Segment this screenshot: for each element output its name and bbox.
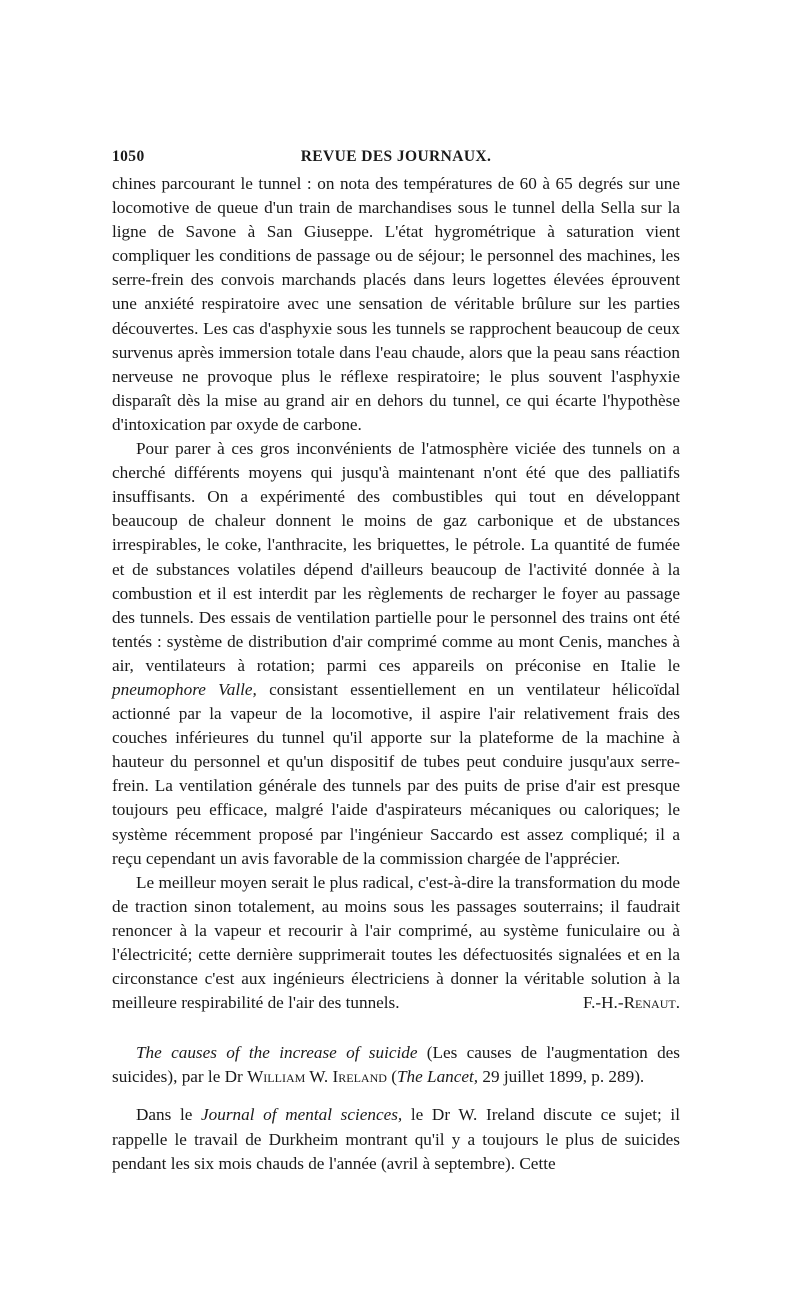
paragraph-spacer — [112, 1089, 680, 1103]
article1-paragraph-3-text: Le meilleur moyen serait le plus radical, c'est-à-dire la transformation du mode de traction sinon totalement, au moins sous les passages souterrains; il faudrait renoncer à la vapeur et recourir à l'air comprimé, au système funiculaire ou à l'électricité; cette dernière supprimerait toutes les défectuosités signalées et en la circonstance c'est aux ingénieurs électriciens à donner la véritable solution à la meilleure respirabilité de l'air des tunnels. — [112, 872, 680, 1013]
page-header — [112, 142, 680, 172]
article2-body-text-b: le Dr W. Ireland discute ce sujet; il rappelle le travail de Durkheim montrant qu'il y a toujours le plus de suicides pendant les six mois chauds de l'année (avril à septembre). Cette — [112, 1105, 680, 1173]
article2-title-rest: (Les causes de l'augmentation des suicides), par le — [112, 1043, 680, 1087]
journal-name: Journal of mental sciences, — [201, 1105, 403, 1125]
pneumophore-term: pneumophore Valle, — [112, 679, 257, 699]
article1-paragraph-2-text-b: consistant essentiellement en un ventilateur hélicoïdal actionné par la vapeur de la locomotive, il aspire l'air relativement frais des couches inférieures du tunnel qu'il apporte sur la plateforme de la machine à hauteur du personnel et qu'un dispositif de tubes peut conduire jusqu'aux serre-frein. La ventilation générale des tunnels par des puits de prise d'air est presque toujours peu efficace, malgré l'aide d'aspirateurs mécaniques ou caloriques; le système récemment proposé par l'ingénieur Saccardo est assez compliqué; il a reçu cependant un avis favorable de la commission chargée de l'apprécier. — [112, 679, 680, 868]
article1-paragraph-3 — [112, 871, 680, 1016]
article1-paragraph-2 — [112, 437, 680, 871]
article2-source-rest: 29 juillet 1899, p. 289). — [482, 1067, 645, 1087]
journal-page — [112, 142, 680, 1176]
article2-heading: The causes of the increase of suicide (Les causes de l'augmentation des suicides), par le Dr William W. Ireland (The Lancet, 29 juillet 1899, p. 289). — [112, 1043, 680, 1087]
article1-paragraph-2-text-a: Pour parer à ces gros inconvénients de l'atmosphère viciée des tunnels on a cherché différents moyens qui jusqu'à maintenant n'ont été que des palliatifs insuffisants. On a expérimenté des combustibles qui tout en développant beaucoup de chaleur donnent le moins de gaz carbonique et de ubstances irrespirables, le coke, l'anthracite, les briquettes, le pétrole. La quantité de fumée et de substances volatiles dépend d'ailleurs beaucoup de l'activité donnée à la combustion et il est interdit par les règlements de recharger le foyer au passage des tunnels. Des essais de ventilation partielle pour le personnel des trains ont été tentés : système de distribution d'air comprimé comme au mont Cenis, manches à air, ventilateurs à rotation; parmi ces appareils on préconise en Italie le — [112, 439, 680, 675]
article2-body-text-a: Dans le — [136, 1105, 193, 1125]
article1-signature: F.-H.-Renaut. — [582, 993, 680, 1013]
running-title: REVUE DES JOURNAUX. — [300, 148, 492, 165]
article1-paragraph-1: chines parcourant le tunnel : on nota des températures de 60 à 65 degrés sur une locomotive de queue d'un train de marchandises sous le tunnel della Sella sur la ligne de Savone à San Giuseppe. L'état hygrométrique à saturation vient compliquer les conditions de passage ou de séjour; le personnel des machines, les serre-frein des convois marchands placés dans leurs logettes élevées éprouvent une anxiété respiratoire avec une sensation de véritable brûlure sur les parties découvertes. Les cas d'asphyxie sous les tunnels se rapprochent beaucoup de ceux survenus après immersion totale dans l'eau chaude, alors que la peau sans réaction nerveuse ne provoque plus le réflexe respiratoire; le plus souvent l'asphyxie disparaît dès la mise au grand air en dehors du tunnel, ce qui écarte l'hypothèse d'intoxication par oxyde de carbone. — [112, 174, 680, 434]
section-spacer — [112, 1015, 680, 1041]
page-number: 1050 — [112, 148, 145, 165]
article2-title: The causes of the increase of suicide — [136, 1043, 418, 1063]
doctor-abbr: Dr — [224, 1067, 243, 1087]
article2-body — [112, 1103, 680, 1175]
article2-source: The Lancet, — [396, 1067, 479, 1087]
article2-author: William W. Ireland — [247, 1067, 387, 1087]
